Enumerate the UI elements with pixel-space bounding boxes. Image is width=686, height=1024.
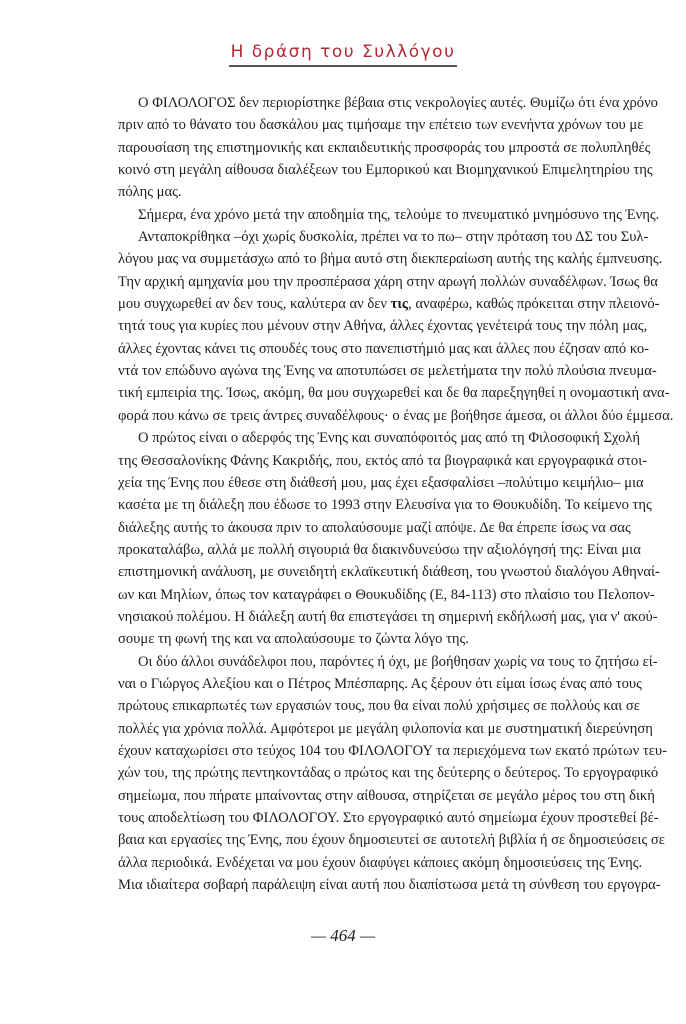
paragraph [118, 651, 667, 897]
body-text [118, 92, 674, 896]
paragraph [118, 92, 658, 204]
text-line: άλλα περιοδικά. Ενδέχεται να μου έχουν διαφύγει κάποιες ακόμη δημοσιεύσεις της Ένης. [118, 854, 643, 871]
text-segment: , αναφέρω, καθώς πρόκειται στην πλειονό- [408, 296, 660, 313]
text-line: λόγου μας να συμμετάσχω από το βήμα αυτό στη διεκπεραίωση αυτής της καλής έμπνευσης. [118, 251, 663, 268]
paragraph [118, 226, 674, 427]
text-line: πολλές για χρόνια πολλά. Αμφότεροι με μεγάλη φιλοπονία και με συστηματική διερεύνηση [118, 720, 653, 737]
text-line: βαια και εργασίες της Ένης, που έχουν δημοσιευτεί σε αυτοτελή βιβλία ή σε δημοσιεύσεις σε [118, 832, 665, 849]
running-header [0, 42, 686, 67]
section-title: Η δράση του Συλλόγου [229, 42, 458, 67]
text-segment: μου συγχωρεθεί αν δεν τους, καλύτερα αν δεν [118, 296, 391, 313]
text-line: Ανταποκρίθηκα –όχι χωρίς δυσκολία, πρέπει να το πω– στην πρόταση του ΔΣ του Συλ- [138, 229, 649, 246]
text-line: πριν από το θάνατο του δασκάλου μας τιμήσαμε την επέτειο των ενενήντα χρόνων του με [118, 117, 644, 134]
text-line: άλλες έχοντας κάνει τις σπουδές τους στο πανεπιστήμιό μας και άλλες που έζησαν από κο- [118, 340, 650, 357]
text-line: τους αποδελτίωση του ΦΙΛΟΛΟΓΟΥ. Στο εργογραφικό αυτό σημείωμα έχουν προστεθεί βέ- [118, 810, 659, 826]
text-line: Οι δύο άλλοι συνάδελφοι που, παρόντες ή όχι, με βοήθησαν χωρίς να τους το ζητήσω εί- [138, 653, 658, 670]
text-line: προκαταλάβω, αλλά με πολλή σιγουριά θα διακινδυνεύσω την αξιολόγησή της: Είναι μια [118, 541, 641, 558]
paragraph [118, 427, 660, 650]
text-line: έχουν καταχωρίσει στο τεύχος 104 του ΦΙΛΟΛΟΓΟΥ τα περιεχόμενα των εκατό πρώτων τευ- [118, 742, 667, 759]
text-line: νησιακού πολέμου. Η διάλεξη αυτή θα επιστεγάσει τη σημερινή εκδήλωσή μας, για ν' ακού- [118, 608, 658, 625]
paragraph [118, 204, 660, 226]
text-line: διάλεξης αυτής το άκουσα πριν το απολαύσουμε μαζί απόψε. Δε θα έπρεπε ίσως να σας [118, 519, 631, 536]
text-line: σουμε τη φωνή της και να απολαύσουμε το ζώντα λόγο της. [118, 631, 469, 648]
bold-word: τις [390, 296, 409, 313]
text-line: Την αρχική αμηχανία μου την προσπέρασα χάρη στην αρωγή πολλών συναδέλφων. Ίσως θα [118, 273, 658, 290]
text-line: πόλης μας. [118, 184, 182, 201]
page-number: — 464 — [310, 926, 376, 945]
text-line: πρώτους επικαρπωτές των εργασιών τους, που θα είναι πολύ χρήσιμες σε πολλούς και σε [118, 698, 640, 715]
text-line: σημείωμα, που πήρατε μπαίνοντας στην αίθουσα, στηρίζεται σε μεγάλο μέρος του στη δική [118, 787, 655, 804]
text-line: ναι ο Γιώργος Αλεξίου και ο Πέτρος Μπέσπαρης. Ας ξέρουν ότι είμαι ίσως ένας από τους [118, 675, 642, 692]
text-line: χών του, της πρώτης πεντηκοντάδας ο πρώτος και της δεύτερης ο δεύτερος. Το εργογραφικό [118, 765, 659, 782]
text-line: ντά τον επώδυνο αγώνα της Ένης να αποτυπώσει σε μελετήματα την πολύ πλούσια πνευμα- [118, 363, 657, 380]
text-line: τική εμπειρία της. Ίσως, ακόμη, θα μου συγχωρεθεί και δε θα παρεξηγηθεί η ονομαστική ανα- [118, 385, 670, 402]
text-line: τητά τους για κυρίες που μένουν στην Αθήνα, άλλες έχοντας γενέτειρά τους την πόλη μας, [118, 318, 648, 335]
text-line: επιστημονική ανάλυση, με συνειδητή εκλαϊκευτική διάθεση, του γνωστού διαλόγου Αθηναί- [118, 564, 660, 581]
text-line: Σήμερα, ένα χρόνο μετά την αποδημία της, τελούμε το πνευματικό μνημόσυνο της Ένης. [138, 206, 660, 223]
text-line: χεία της Ένης που έθεσε στη διάθεσή μου, μας έχει εξασφαλίσει –πολύτιμο κειμήλιο– μια [118, 474, 644, 491]
text-line: ων και Μηλίων, όπως τον καταγράφει ο Θουκυδίδης (Ε, 84-113) στο πλαίσιο του Πελοπον- [118, 586, 655, 603]
text-line: φορά που κάνω σε τρεις άντρες συναδέλφους· ο ένας με βοήθησε άμεσα, οι άλλοι δύο έμμεσα. [118, 407, 674, 424]
text-line: παρουσίαση της επιστημονικής και εκπαιδευτικής προσφοράς του μπροστά σε πολυπληθές [118, 139, 651, 156]
text-line: Μια ιδιαίτερα σοβαρή παράλειψη είναι αυτή που διαπίστωσα μετά τη σύνθεση του εργογρα- [118, 877, 661, 894]
text-line: κασέτα με τη διάλεξη που έδωσε το 1993 στην Ελευσίνα για το Θουκυδίδη. Το κείμενο της [118, 497, 652, 514]
text-line: κοινό στη μεγάλη αίθουσα διαλέξεων του Εμπορικού και Βιομηχανικού Επιμελητηρίου της [118, 162, 653, 179]
text-line: Ο ΦΙΛΟΛΟΓΟΣ δεν περιορίστηκε βέβαια στις νεκρολογίες αυτές. Θυμίζω ότι ένα χρόνο [138, 95, 658, 111]
text-line [118, 293, 660, 315]
text-line: της Θεσσαλονίκης Φάνης Κακριδής, που, εκτός από τα βιογραφικά και εργογραφικά στοι- [118, 452, 647, 469]
text-line: Ο πρώτος είναι ο αδερφός της Ένης και συναπόφοιτός μας από τη Φιλοσοφική Σχολή [138, 430, 640, 447]
